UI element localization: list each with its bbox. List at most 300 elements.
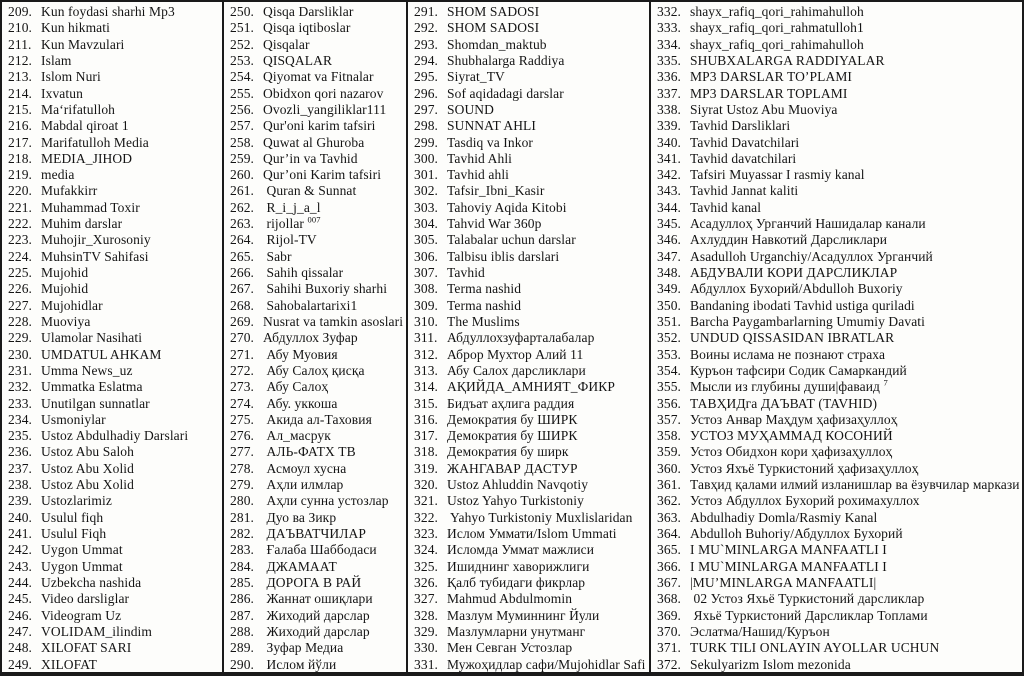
item-label: Muhojir_Xurosoniy — [41, 232, 151, 248]
item-number: 240. — [8, 509, 33, 525]
item-label: Mujohid — [41, 265, 89, 280]
list-item — [8, 412, 219, 428]
item-number: 310. — [414, 313, 439, 329]
list-item — [8, 281, 219, 297]
item-label: Абдуллох Бухорий/Abdulloh Buxoriy — [690, 281, 903, 297]
item-label: Qisqa iqtiboslar — [263, 20, 351, 36]
item-number: 358. — [657, 428, 682, 444]
item-number: 309. — [414, 297, 439, 313]
list-item — [8, 200, 219, 216]
item-number: 363. — [657, 509, 682, 525]
item-number: 357. — [657, 411, 682, 427]
item-number: 294. — [414, 52, 439, 68]
item-label: Воины ислама не познают страха — [690, 346, 886, 362]
item-label: Mahmud Abdulmomin — [447, 591, 573, 607]
item-label: Rijol-TV — [263, 232, 317, 248]
item-number: 247. — [8, 623, 33, 639]
list-item — [414, 183, 646, 199]
item-number: 350. — [657, 297, 682, 313]
item-superscript: 7 — [883, 377, 888, 388]
item-label: Мазлум Муминнинг Йули — [447, 607, 600, 623]
list-item — [230, 444, 403, 460]
item-number: 332. — [657, 4, 682, 19]
list-item — [230, 428, 403, 444]
item-number: 226. — [8, 281, 33, 297]
item-number: 370. — [657, 623, 682, 639]
item-number: 223. — [8, 232, 33, 248]
item-label: Yahyo Turkistoniy Muxlislaridan — [447, 509, 633, 525]
list-item — [657, 640, 1019, 656]
item-label: Uzbekcha nashida — [41, 574, 142, 590]
list-item — [8, 608, 219, 624]
list-item — [8, 575, 219, 591]
item-number: 295. — [414, 69, 439, 85]
list-item — [230, 20, 403, 36]
item-number: 265. — [230, 248, 255, 264]
item-label: Абу Салох дарсликлари — [447, 362, 586, 378]
list-item — [414, 396, 646, 412]
item-number: 210. — [8, 20, 33, 36]
item-number: 217. — [8, 134, 33, 150]
item-label: Umma News_uz — [41, 362, 133, 378]
list-column-3 — [408, 2, 651, 672]
list-item — [414, 298, 646, 314]
list-item — [8, 444, 219, 460]
item-number: 298. — [414, 118, 439, 134]
item-number: 361. — [657, 477, 682, 493]
list-item — [414, 461, 646, 477]
item-number: 340. — [657, 134, 682, 150]
item-number: 277. — [230, 444, 255, 460]
item-number: 329. — [414, 623, 439, 639]
item-number: 353. — [657, 346, 682, 362]
list-item — [230, 608, 403, 624]
list-item — [414, 200, 646, 216]
item-number: 209. — [8, 4, 33, 19]
item-label: Ustoz Ahluddin Navqotiy — [447, 477, 589, 493]
list-item — [8, 379, 219, 395]
item-label: Terma nashid — [447, 297, 522, 313]
item-number: 269. — [230, 313, 255, 329]
item-number: 288. — [230, 623, 255, 639]
item-superscript: 007 — [307, 214, 321, 225]
item-label: Tavhid kanal — [690, 199, 762, 215]
list-item — [414, 542, 646, 558]
list-item — [230, 510, 403, 526]
item-label: Ustoz Abu Saloh — [41, 444, 135, 460]
item-number: 308. — [414, 281, 439, 297]
item-label: Qur'oni karim tafsiri — [263, 118, 376, 134]
list-item — [230, 86, 403, 102]
item-label: Marifatulloh Media — [41, 134, 149, 150]
list-item — [657, 37, 1019, 53]
item-label: Video darsliglar — [41, 591, 130, 607]
item-number: 287. — [230, 607, 255, 623]
item-number: 325. — [414, 558, 439, 574]
item-number: 344. — [657, 199, 682, 215]
list-column-1 — [2, 2, 224, 672]
list-item — [8, 216, 219, 232]
item-label: Videogram Uz — [41, 607, 122, 623]
item-number: 243. — [8, 558, 33, 574]
list-item — [230, 249, 403, 265]
item-number: 212. — [8, 52, 33, 68]
item-number: 285. — [230, 574, 255, 590]
item-label: Mujohid — [41, 281, 89, 297]
item-label: MP3 DARSLAR TOPLAMI — [690, 85, 848, 101]
item-label: Ulamolar Nasihati — [41, 330, 143, 346]
item-number: 291. — [414, 4, 439, 19]
list-item — [657, 444, 1019, 460]
list-item — [414, 86, 646, 102]
list-item — [230, 167, 403, 183]
item-number: 324. — [414, 542, 439, 558]
list-item — [230, 216, 403, 232]
item-label: Абу Салоҳ қисқа — [263, 362, 365, 378]
item-number: 275. — [230, 411, 255, 427]
item-label: MuhsinTV Sahifasi — [41, 248, 149, 264]
item-label: Muhim darslar — [41, 216, 123, 232]
item-number: 258. — [230, 134, 255, 150]
list-item — [8, 542, 219, 558]
list-item — [230, 135, 403, 151]
item-number: 259. — [230, 150, 255, 166]
item-label: Asadulloh Urganchiy/Асадуллох Урганчий — [690, 248, 933, 264]
item-label: Tavhid — [447, 265, 485, 280]
item-label: Kun foydasi sharhi Mp3 — [41, 4, 175, 19]
item-number: 253. — [230, 52, 255, 68]
item-label: Kun hikmati — [41, 20, 110, 36]
item-number: 305. — [414, 232, 439, 248]
list-item — [8, 428, 219, 444]
list-item — [230, 232, 403, 248]
item-label: Qur’in va Tavhid — [263, 150, 358, 166]
item-label: Usulul fiqh — [41, 509, 104, 525]
item-label: Tavhid Jannat kaliti — [690, 183, 799, 199]
item-number: 256. — [230, 101, 255, 117]
item-label: Ustoz Abdulhadiy Darslari — [41, 428, 189, 444]
list-item — [657, 575, 1019, 591]
item-number: 267. — [230, 281, 255, 297]
item-label: УСТОЗ МУҲАММАД КОСОНИЙ — [690, 428, 893, 444]
item-number: 312. — [414, 346, 439, 362]
item-label: Устоз Обидхон кори ҳафизаҳуллоҳ — [690, 444, 893, 460]
item-number: 229. — [8, 330, 33, 346]
item-number: 321. — [414, 493, 439, 509]
item-label: Бидъат аҳлига раддия — [447, 395, 575, 411]
item-number: 365. — [657, 542, 682, 558]
item-number: 215. — [8, 101, 33, 117]
item-label: I MU`MINLARGA MANFAATLI I — [690, 542, 887, 558]
list-item — [657, 624, 1019, 640]
item-number: 271. — [230, 346, 255, 362]
item-label: Nusrat va tamkin asoslari — [263, 313, 404, 329]
item-label: Usulul Fiqh — [41, 526, 107, 541]
item-number: 282. — [230, 526, 255, 541]
list-item — [414, 477, 646, 493]
item-number: 296. — [414, 85, 439, 101]
list-item — [657, 200, 1019, 216]
list-item — [8, 461, 219, 477]
item-number: 330. — [414, 640, 439, 656]
item-label: SOUND — [447, 101, 495, 117]
item-number: 284. — [230, 558, 255, 574]
item-label: Unutilgan sunnatlar — [41, 395, 150, 411]
list-item — [8, 249, 219, 265]
item-label: I MU`MINLARGA MANFAATLI I — [690, 558, 887, 574]
item-number: 279. — [230, 477, 255, 493]
item-label: Ustoz Yahyo Turkistoniy — [447, 493, 584, 509]
item-number: 227. — [8, 297, 33, 313]
item-number: 362. — [657, 493, 682, 509]
list-item — [657, 477, 1019, 493]
list-item — [8, 135, 219, 151]
item-label: Shubhalarga Raddiya — [447, 52, 565, 68]
item-number: 360. — [657, 460, 682, 476]
item-number: 262. — [230, 199, 255, 215]
item-label: UNDUD QISSASIDAN IBRATLAR — [690, 330, 895, 346]
list-item — [657, 118, 1019, 134]
item-number: 297. — [414, 101, 439, 117]
list-item — [414, 281, 646, 297]
item-number: 337. — [657, 85, 682, 101]
item-label: Акида ал-Таховия — [263, 411, 372, 427]
item-label: SHOM SADOSI — [447, 4, 540, 19]
item-label: Tavhid ahli — [447, 167, 510, 183]
item-number: 263. — [230, 216, 255, 232]
item-label: Muhammad Toxir — [41, 199, 140, 215]
item-number: 299. — [414, 134, 439, 150]
item-number: 364. — [657, 526, 682, 541]
item-label: MP3 DARSLAR TO’PLAMI — [690, 69, 853, 85]
item-label: Ислом Уммати/Islom Ummati — [447, 526, 617, 541]
item-label: XILOFAT SARI — [41, 640, 132, 656]
item-label: АЛЬ-ФАТХ ТВ — [263, 444, 356, 460]
list-item — [8, 53, 219, 69]
list-item — [8, 183, 219, 199]
item-number: 278. — [230, 460, 255, 476]
list-item — [414, 37, 646, 53]
item-number: 301. — [414, 167, 439, 183]
item-label: Qisqa Darsliklar — [263, 4, 354, 19]
item-label: SUNNAT AHLI — [447, 118, 536, 134]
list-item — [414, 444, 646, 460]
item-number: 255. — [230, 85, 255, 101]
item-label: Асадуллоҳ Урганчий Нашидалар канали — [690, 216, 926, 232]
item-number: 283. — [230, 542, 255, 558]
list-item — [414, 232, 646, 248]
item-number: 273. — [230, 379, 255, 395]
item-number: 293. — [414, 36, 439, 52]
item-label: Эслатма/Нашид/Куръон — [690, 623, 830, 639]
list-item — [657, 526, 1019, 542]
item-number: 300. — [414, 150, 439, 166]
item-number: 230. — [8, 346, 33, 362]
list-item — [414, 20, 646, 36]
list-item — [414, 347, 646, 363]
item-number: 249. — [8, 656, 33, 672]
item-number: 336. — [657, 69, 682, 85]
item-label: Демократия бу ШИРК — [447, 428, 578, 444]
list-item — [8, 347, 219, 363]
list-item — [657, 102, 1019, 118]
item-label: media — [41, 167, 75, 183]
list-item — [8, 657, 219, 673]
item-label: Quwat al Ghuroba — [263, 134, 365, 150]
item-label: Ал_масрук — [263, 428, 331, 444]
item-number: 239. — [8, 493, 33, 509]
item-label: Ислом йўли — [263, 656, 337, 672]
list-item — [414, 314, 646, 330]
item-number: 315. — [414, 395, 439, 411]
item-label: Исломда Уммат мажлиси — [447, 542, 595, 558]
list-item — [657, 412, 1019, 428]
item-label: Ахлуддин Навкотий Дарсликлари — [690, 232, 888, 248]
list-item — [230, 4, 403, 20]
list-item — [414, 69, 646, 85]
item-label: SHOM SADOSI — [447, 20, 540, 36]
item-number: 326. — [414, 574, 439, 590]
item-label: Islom Nuri — [41, 69, 101, 85]
item-number: 316. — [414, 411, 439, 427]
item-label: Barcha Paygambarlarning Umumiy Davati — [690, 313, 926, 329]
item-number: 303. — [414, 199, 439, 215]
item-label: Tasdiq va Inkor — [447, 134, 534, 150]
list-item — [414, 53, 646, 69]
item-label: QISQALAR — [263, 52, 333, 68]
item-label: TURK TILI ONLAYIN AYOLLAR UCHUN — [690, 640, 940, 656]
item-number: 369. — [657, 607, 682, 623]
list-item — [230, 314, 403, 330]
item-label: Аброр Мухтор Алий 11 — [447, 346, 584, 362]
list-item — [230, 559, 403, 575]
item-label: ЖАНГАВАР ДАСТУР — [447, 460, 578, 476]
item-label: Жиходий дарслар — [263, 623, 370, 639]
item-label: Tahvid War 360p — [447, 216, 542, 232]
item-number: 346. — [657, 232, 682, 248]
item-label: UMDATUL AHKAM — [41, 346, 162, 362]
item-label: Дуо ва Зикр — [263, 509, 337, 525]
item-number: 252. — [230, 36, 255, 52]
item-label: MEDIA_JIHOD — [41, 150, 133, 166]
item-label: Устоз Анвар Маҳдум ҳафизаҳуллоҳ — [690, 411, 898, 427]
list-item — [414, 102, 646, 118]
item-number: 343. — [657, 183, 682, 199]
item-label: Зуфар Медиа — [263, 640, 344, 656]
list-item — [414, 493, 646, 509]
list-item — [657, 559, 1019, 575]
list-item — [414, 526, 646, 542]
item-number: 351. — [657, 313, 682, 329]
list-item — [230, 379, 403, 395]
item-number: 341. — [657, 150, 682, 166]
list-item — [657, 232, 1019, 248]
list-item — [657, 53, 1019, 69]
list-item — [657, 657, 1019, 673]
item-label: Устоз Абдуллох Бухорий рохимахуллох — [690, 493, 920, 509]
list-item — [414, 428, 646, 444]
item-number: 251. — [230, 20, 255, 36]
item-label: Sabr — [263, 248, 292, 264]
list-item — [657, 510, 1019, 526]
item-label: Mabdal qiroat 1 — [41, 118, 129, 134]
item-label: Устоз Яхъё Туркистоний ҳафизаҳуллоҳ — [690, 460, 919, 476]
item-number: 232. — [8, 379, 33, 395]
item-number: 356. — [657, 395, 682, 411]
list-item — [230, 657, 403, 673]
list-item — [8, 396, 219, 412]
item-number: 281. — [230, 509, 255, 525]
item-number: 368. — [657, 591, 682, 607]
item-number: 318. — [414, 444, 439, 460]
item-number: 257. — [230, 118, 255, 134]
item-number: 225. — [8, 265, 33, 280]
item-label: Tavhid Darsliklari — [690, 118, 791, 134]
list-item — [230, 363, 403, 379]
item-label: Куръон тафсири Содик Самаркандий — [690, 362, 907, 378]
item-number: 244. — [8, 574, 33, 590]
item-number: 234. — [8, 411, 33, 427]
item-label: Аҳли сунна устозлар — [263, 493, 389, 509]
list-item — [8, 265, 219, 281]
item-number: 274. — [230, 395, 255, 411]
item-label: Bandaning ibodati Tavhid ustiga quriladi — [690, 297, 915, 313]
item-number: 319. — [414, 460, 439, 476]
item-label: Жиходий дарслар — [263, 607, 370, 623]
item-label: Sahih qissalar — [263, 265, 344, 280]
item-label: Демократия бу ширк — [447, 444, 569, 460]
item-number: 304. — [414, 216, 439, 232]
list-item — [230, 102, 403, 118]
item-number: 313. — [414, 362, 439, 378]
item-number: 264. — [230, 232, 255, 248]
list-item — [657, 151, 1019, 167]
item-label: 02 Устоз Яхьё Туркистоний дарсликлар — [690, 591, 925, 607]
item-number: 372. — [657, 656, 682, 672]
item-label: Abdulloh Buhoriy/Абдуллох Бухорий — [690, 526, 903, 541]
item-number: 233. — [8, 395, 33, 411]
list-item — [230, 461, 403, 477]
list-item — [230, 591, 403, 607]
item-label: АҚИЙДА_АМНИЯТ_ФИКР — [447, 379, 615, 395]
item-label: Abdulhadiy Domla/Rasmiy Kanal — [690, 509, 878, 525]
item-label: Абу Муовия — [263, 346, 338, 362]
item-label: Ummatka Eslatma — [41, 379, 143, 395]
list-item — [657, 4, 1019, 20]
item-number: 317. — [414, 428, 439, 444]
list-item — [657, 216, 1019, 232]
item-label: Qiyomat va Fitnalar — [263, 69, 374, 85]
item-number: 238. — [8, 477, 33, 493]
item-label: Tavhid davatchilari — [690, 150, 797, 166]
list-item — [657, 135, 1019, 151]
item-label: Sof aqidadagi darslar — [447, 85, 564, 101]
item-label: Tafsiri Muyassar I rasmiy kanal — [690, 167, 865, 183]
list-item — [8, 591, 219, 607]
list-item — [657, 265, 1019, 281]
item-number: 270. — [230, 330, 255, 346]
list-item — [657, 493, 1019, 509]
item-label: rijollar $^{007}$ — [263, 214, 321, 232]
item-label: Мысли из глубины души|фаваид $^7$ — [690, 377, 888, 395]
item-label: Obidxon qori nazarov — [263, 85, 384, 101]
item-number: 323. — [414, 526, 439, 541]
list-item — [657, 347, 1019, 363]
item-label: Sekulyarizm Islom mezonida — [690, 656, 851, 672]
list-item — [8, 151, 219, 167]
item-label: Mujohidlar — [41, 297, 103, 313]
item-label: Абу. уккоша — [263, 395, 338, 411]
